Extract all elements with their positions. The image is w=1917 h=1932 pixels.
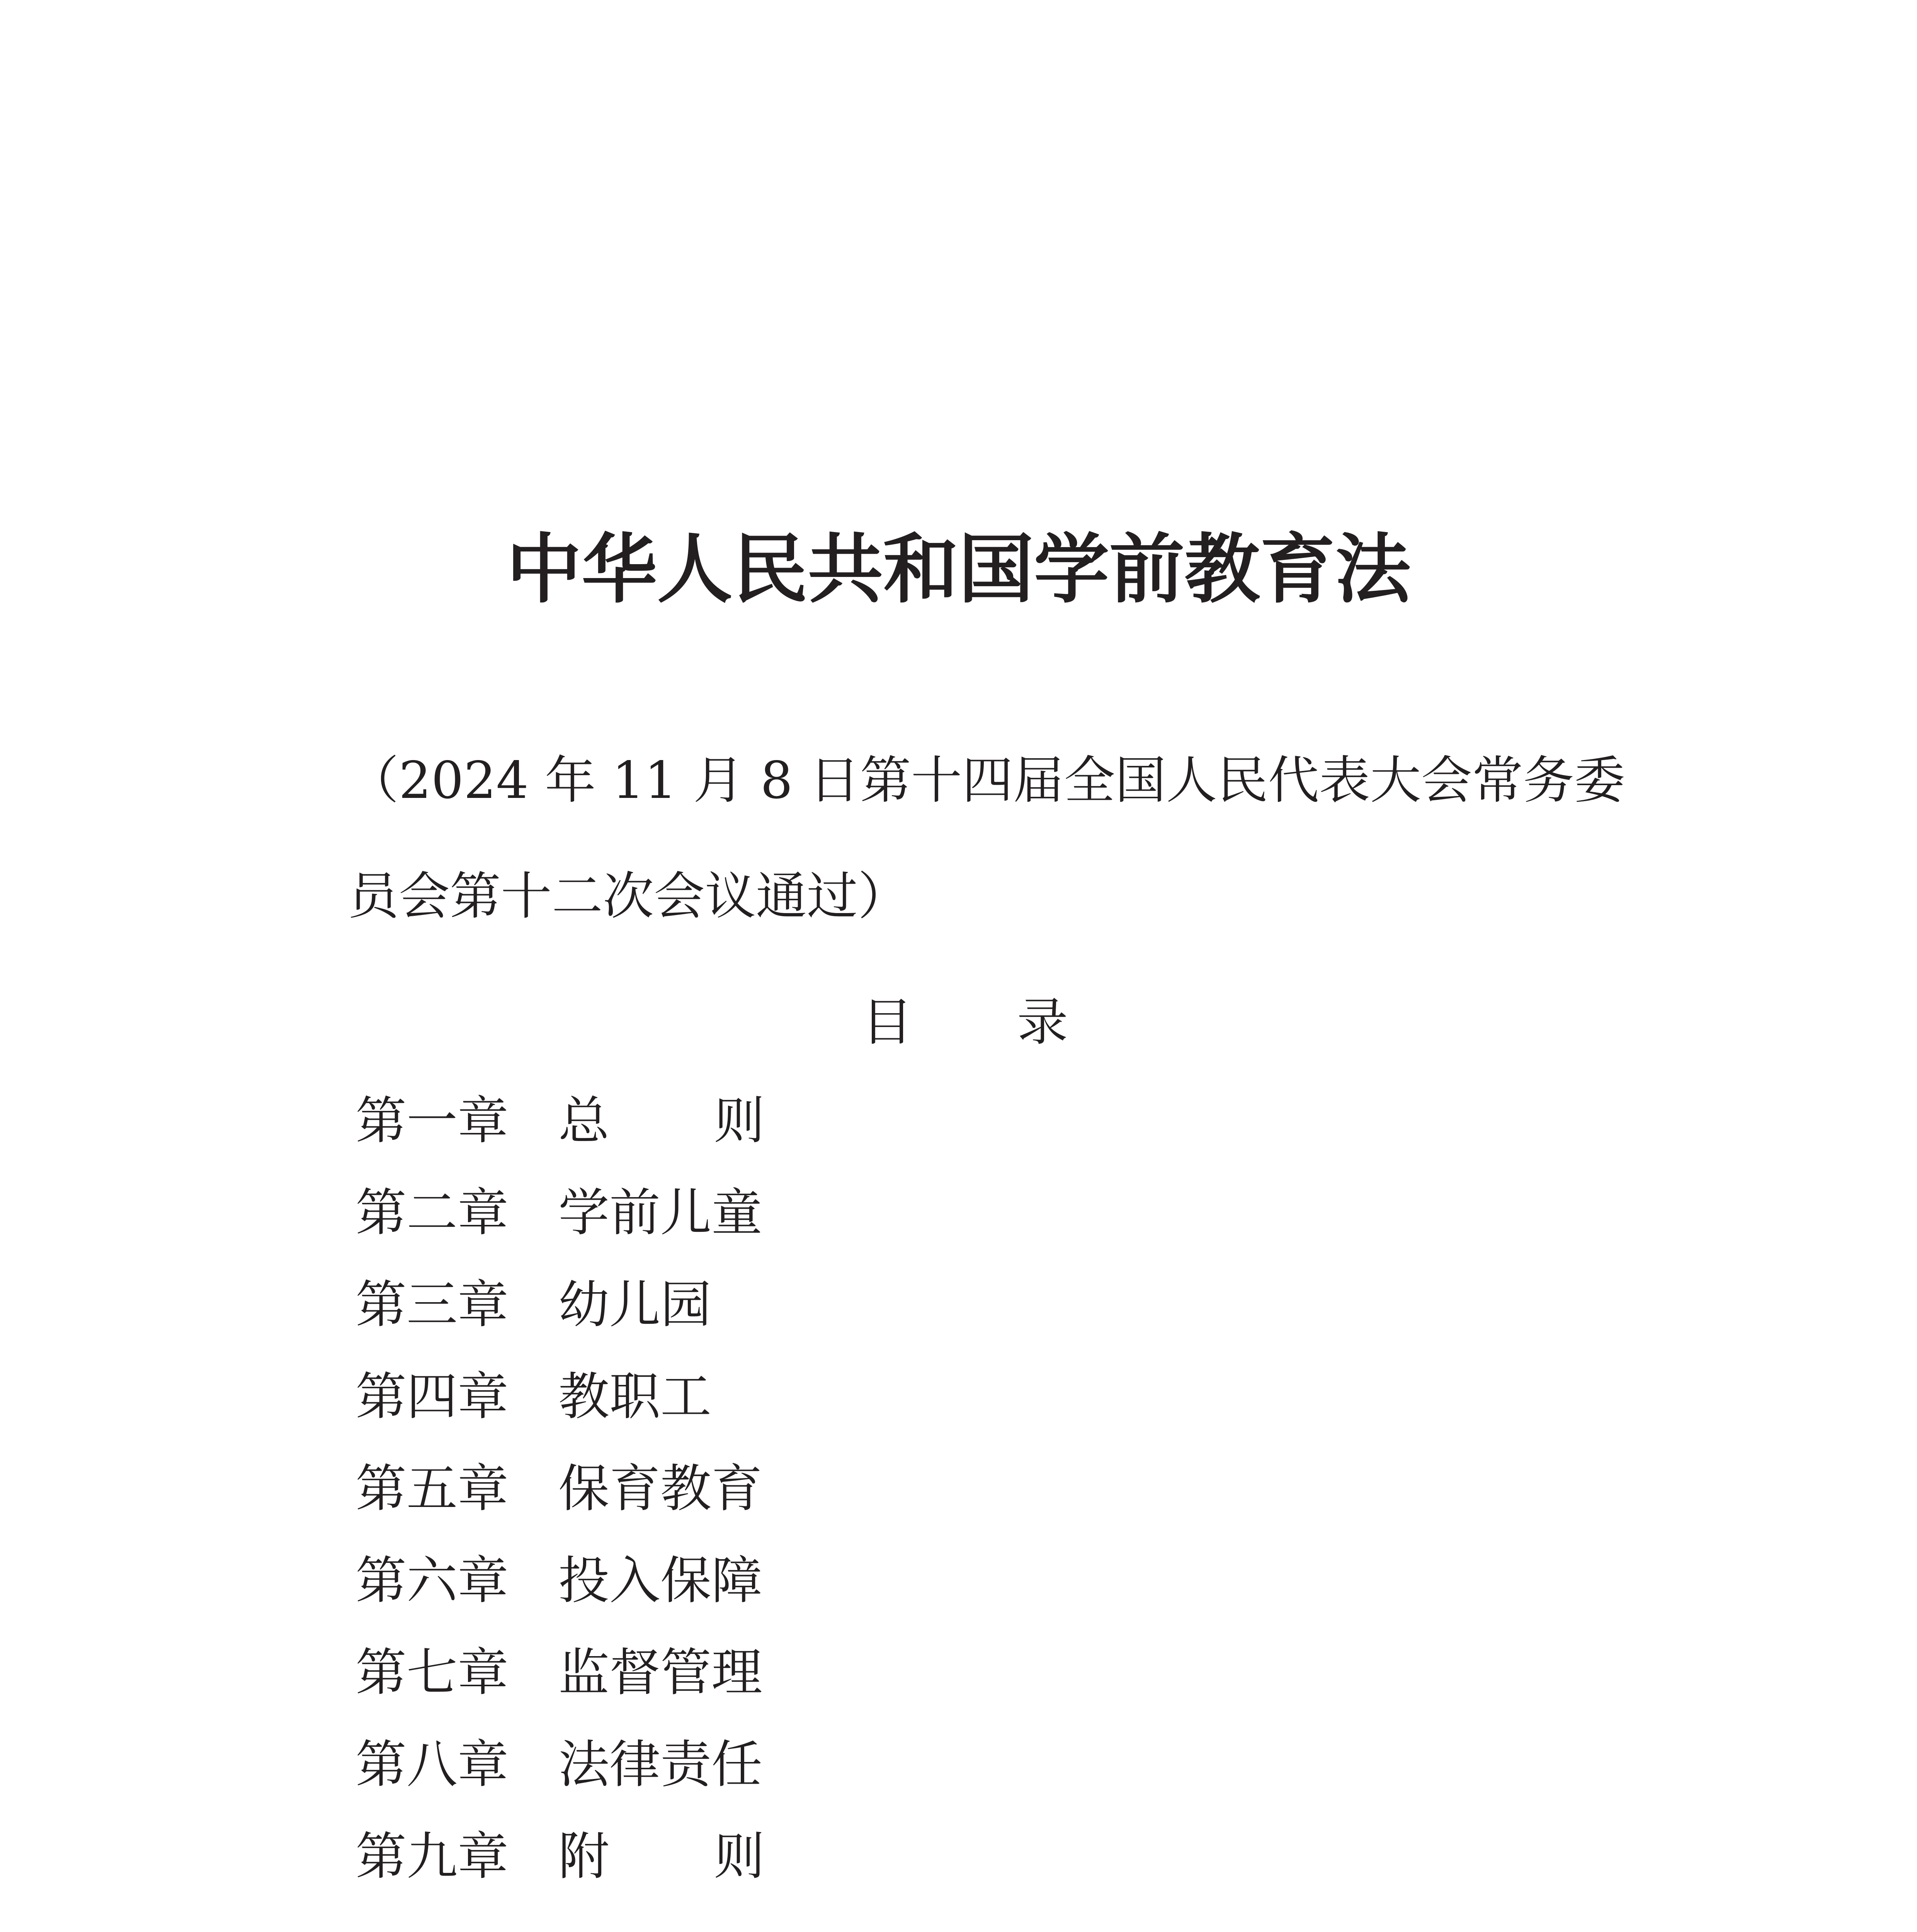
toc-chapter-name [558, 1827, 765, 1886]
toc-item-chapter-5 [356, 1459, 765, 1555]
page-title: 中华人民共和国学前教育法 [506, 525, 1411, 613]
toc-item-chapter-8 [356, 1735, 765, 1831]
toc-chapter-name: 法律责任 [558, 1735, 762, 1794]
adoption-note-line-2: 员会第十二次会议通过） [348, 867, 909, 926]
toc-chapter-number: 第三章 [356, 1275, 509, 1335]
toc-chapter-name-part-1: 总 [558, 1091, 609, 1151]
toc-chapter-number: 第六章 [356, 1551, 509, 1611]
toc-chapter-name: 幼儿园 [558, 1275, 711, 1335]
toc-chapter-name: 投入保障 [558, 1551, 762, 1611]
toc-item-chapter-9 [356, 1827, 765, 1923]
toc-chapter-name: 教职工 [558, 1367, 711, 1427]
toc-chapter-name: 保育教育 [558, 1459, 762, 1519]
adoption-note [348, 723, 1642, 954]
toc-chapter-name-part-2: 则 [714, 1091, 765, 1151]
toc-heading-char-1: 目 [862, 993, 913, 1052]
table-of-contents [356, 1091, 765, 1923]
toc-chapter-name-part-1: 附 [558, 1827, 609, 1886]
toc-item-chapter-3 [356, 1275, 765, 1371]
adoption-note-line-1: （2024 年 11 月 8 日第十四届全国人民代表大会常务委 [348, 751, 1625, 810]
toc-item-chapter-7 [356, 1643, 765, 1739]
toc-heading-char-2: 录 [1017, 993, 1068, 1052]
toc-item-chapter-1 [356, 1091, 765, 1187]
toc-chapter-number: 第四章 [356, 1367, 509, 1427]
toc-chapter-number: 第五章 [356, 1459, 509, 1519]
toc-chapter-number: 第八章 [356, 1735, 509, 1794]
toc-item-chapter-6 [356, 1551, 765, 1647]
toc-item-chapter-4 [356, 1367, 765, 1463]
toc-chapter-name [558, 1091, 765, 1151]
toc-chapter-name: 学前儿童 [558, 1183, 762, 1243]
toc-item-chapter-2 [356, 1183, 765, 1279]
toc-chapter-number: 第七章 [356, 1643, 509, 1702]
toc-chapter-name: 监督管理 [558, 1643, 762, 1702]
toc-chapter-name-part-2: 则 [714, 1827, 765, 1886]
toc-chapter-number: 第二章 [356, 1183, 509, 1243]
toc-chapter-number: 第九章 [356, 1827, 509, 1886]
table-of-contents-heading [862, 993, 1068, 1052]
toc-chapter-number: 第一章 [356, 1091, 509, 1151]
